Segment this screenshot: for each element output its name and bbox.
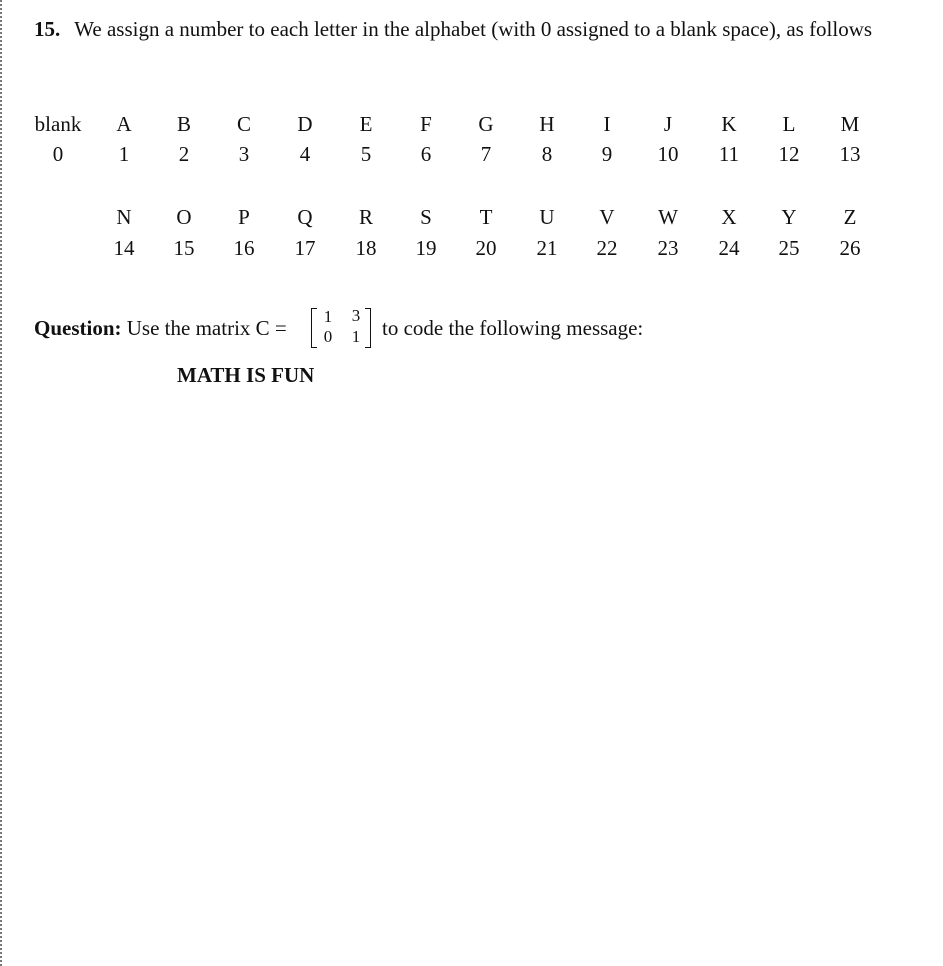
table-number: 0 xyxy=(52,142,64,166)
question-line xyxy=(34,314,287,342)
table-number: 4 xyxy=(299,142,311,166)
table-letter: O xyxy=(176,205,192,229)
table-number: 13 xyxy=(839,142,861,166)
table-letter: F xyxy=(420,112,432,136)
table-letter: A xyxy=(116,112,132,136)
table-number: 17 xyxy=(294,236,316,260)
table-number: 26 xyxy=(839,236,861,260)
table-letter: V xyxy=(599,205,615,229)
table-letter: X xyxy=(721,205,737,229)
table-letter: M xyxy=(840,112,860,136)
table-letter: Y xyxy=(781,205,797,229)
table-number: 19 xyxy=(415,236,437,260)
table-letter: P xyxy=(238,205,250,229)
table-letter: D xyxy=(297,112,313,136)
table-letter: J xyxy=(663,112,673,136)
table-number: 8 xyxy=(541,142,553,166)
table-letter: E xyxy=(359,112,373,136)
table-letter: G xyxy=(478,112,494,136)
table-letter: S xyxy=(420,205,432,229)
table-letter: K xyxy=(721,112,737,136)
matrix-entry-2-2: 1 xyxy=(351,327,361,346)
table-number: 16 xyxy=(233,236,255,260)
table-number: 1 xyxy=(118,142,130,166)
table-number: 25 xyxy=(778,236,800,260)
problem-text: We assign a number to each letter in the alphabet (with 0 assigned to a blank space), as follows xyxy=(74,17,873,41)
question-text-before: Use the matrix C = xyxy=(126,316,287,340)
problem-number: 15. xyxy=(34,17,61,41)
table-number: 14 xyxy=(113,236,135,260)
table-number: 24 xyxy=(718,236,740,260)
table-letter: N xyxy=(116,205,132,229)
table-number: 9 xyxy=(601,142,613,166)
table-letter: C xyxy=(236,112,251,136)
table-letter: W xyxy=(658,205,678,229)
table-number: 22 xyxy=(596,236,618,260)
matrix-c xyxy=(309,306,373,348)
table-letter: I xyxy=(603,112,611,136)
table-letter: Q xyxy=(297,205,313,229)
table-letter: T xyxy=(479,205,493,229)
table-letter: U xyxy=(539,205,555,229)
table-number: 20 xyxy=(475,236,497,260)
matrix-right-bracket xyxy=(365,308,371,348)
table-number: 21 xyxy=(536,236,558,260)
table-letter: blank xyxy=(34,112,82,136)
table-number: 2 xyxy=(178,142,190,166)
matrix-entry-1-1: 1 xyxy=(323,307,333,326)
table-letter: B xyxy=(176,112,191,136)
table-number: 3 xyxy=(238,142,250,166)
question-label: Question: xyxy=(34,316,122,340)
message-to-code: MATH IS FUN xyxy=(177,363,315,387)
table-letter: Z xyxy=(843,205,857,229)
matrix-entry-2-1: 0 xyxy=(323,327,333,346)
table-number: 12 xyxy=(778,142,800,166)
table-letter: L xyxy=(782,112,796,136)
problem-statement xyxy=(34,14,894,45)
table-number: 23 xyxy=(657,236,679,260)
page-left-border xyxy=(0,0,2,966)
matrix-entry-1-2: 3 xyxy=(351,306,361,325)
matrix-left-bracket xyxy=(311,308,317,348)
table-letter: R xyxy=(358,205,373,229)
table-number: 18 xyxy=(355,236,377,260)
table-number: 7 xyxy=(480,142,492,166)
table-number: 15 xyxy=(173,236,195,260)
table-number: 10 xyxy=(657,142,679,166)
table-number: 11 xyxy=(718,142,740,166)
question-text-after: to code the following message: xyxy=(382,316,644,340)
table-letter: H xyxy=(539,112,555,136)
table-number: 5 xyxy=(360,142,372,166)
table-number: 6 xyxy=(420,142,432,166)
